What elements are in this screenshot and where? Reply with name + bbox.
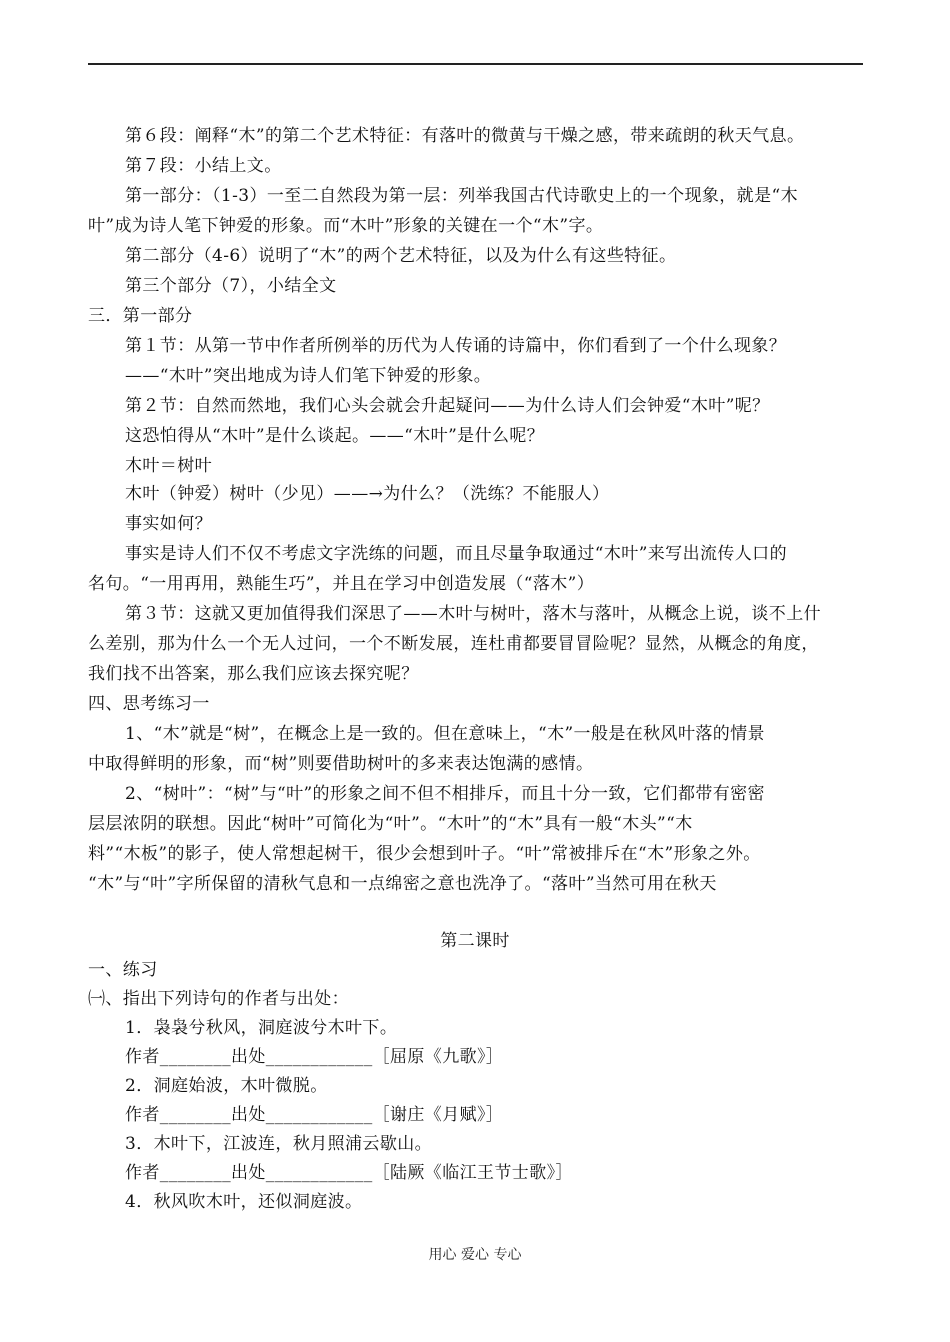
text-line: 层层浓阴的联想。因此“树叶”可简化为“叶”。“木叶”的“木”具有一般“木头”“木 bbox=[88, 814, 693, 834]
text-line: 第７段：小结上文。 bbox=[125, 156, 282, 176]
text-line: 木叶＝树叶 bbox=[125, 456, 212, 476]
text-line: 第６段：阐释“木”的第二个艺术特征：有落叶的微黄与干燥之感，带来疏朗的秋天气息。 bbox=[125, 126, 805, 146]
text-line: 2．洞庭始波，木叶微脱。 bbox=[125, 1076, 328, 1096]
text-line: 叶”成为诗人笔下钟爱的形象。而“木叶”形象的关键在一个“木”字。 bbox=[88, 216, 604, 236]
text-line: 第２节：自然而然地，我们心头会就会升起疑问——为什么诗人们会钟爱“木叶”呢？ bbox=[125, 396, 770, 416]
text-line: “木”与“叶”字所保留的清秋气息和一点绵密之意也洗净了。“落叶”当然可用在秋天 bbox=[88, 874, 717, 894]
text-line: 第三个部分（7），小结全文 bbox=[125, 276, 337, 296]
text-line: ㈠、指出下列诗句的作者与出处： bbox=[88, 989, 349, 1009]
text-line: 木叶（钟爱）树叶（少见）——→为什么？（洗练？不能服人） bbox=[125, 484, 610, 504]
section-heading: 一、练习 bbox=[88, 960, 158, 980]
text-line: 3．木叶下，江波连，秋月照浦云歇山。 bbox=[125, 1134, 433, 1154]
text-line: 名句。“一用再用，熟能生巧”，并且在学习中创造发展（“落木”） bbox=[88, 574, 595, 594]
section-heading: 三．第一部分 bbox=[88, 306, 193, 326]
text-line: 中取得鲜明的形象，而“树”则要借助树叶的多来表达饱满的感情。 bbox=[88, 754, 594, 774]
text-line: 作者________出处____________［屈原《九歌》］ bbox=[125, 1047, 504, 1067]
text-line: 第１节：从第一节中作者所例举的历代为人传诵的诗篇中，你们看到了一个什么现象？ bbox=[125, 336, 787, 356]
text-line: 2、“树叶”：“树”与“叶”的形象之间不但不相排斥，而且十分一致，它们都带有密密 bbox=[125, 784, 765, 804]
text-line: 料”“木板”的影子，使人常想起树干，很少会想到叶子。“叶”常被排斥在“木”形象之外。 bbox=[88, 844, 761, 864]
text-line: 作者________出处____________［谢庄《月赋》］ bbox=[125, 1105, 504, 1125]
text-line: 4．秋风吹木叶，还似洞庭波。 bbox=[125, 1192, 363, 1212]
text-line: 我们找不出答案，那么我们应该去探究呢？ bbox=[88, 664, 419, 684]
text-line: 作者________出处____________［陆厥《临江王节士歌》］ bbox=[125, 1163, 573, 1183]
text-line: 第３节：这就又更加值得我们深思了——木叶与树叶，落木与落叶，从概念上说，谈不上什 bbox=[125, 604, 821, 624]
page-footer: 用心 爱心 专心 bbox=[428, 1247, 522, 1263]
text-line: 这恐怕得从“木叶”是什么谈起。——“木叶”是什么呢？ bbox=[125, 426, 545, 446]
section-heading: 四、思考练习一 bbox=[88, 694, 210, 714]
text-line: 第二部分（4-6）说明了“木”的两个艺术特征，以及为什么有这些特征。 bbox=[125, 246, 677, 266]
text-line: 事实如何？ bbox=[125, 514, 212, 534]
text-line: 么差别，那为什么一个无人过问，一个不断发展，连杜甫都要冒冒险呢？显然，从概念的角度， bbox=[88, 634, 819, 654]
text-line: ——“木叶”突出地成为诗人们笔下钟爱的形象。 bbox=[125, 366, 492, 386]
text-line: 1．袅袅兮秋风，洞庭波兮木叶下。 bbox=[125, 1018, 398, 1038]
header-rule bbox=[88, 63, 863, 65]
text-line: 第一部分：（1-3）一至二自然段为第一层：列举我国古代诗歌史上的一个现象，就是“木 bbox=[125, 186, 798, 206]
lesson-title: 第二课时 bbox=[440, 931, 510, 951]
text-line: 事实是诗人们不仅不考虑文字洗练的问题，而且尽量争取通过“木叶”来写出流传人口的 bbox=[125, 544, 787, 564]
text-line: 1、“木”就是“树”，在概念上是一致的。但在意味上，“木”一般是在秋风叶落的情景 bbox=[125, 724, 765, 744]
